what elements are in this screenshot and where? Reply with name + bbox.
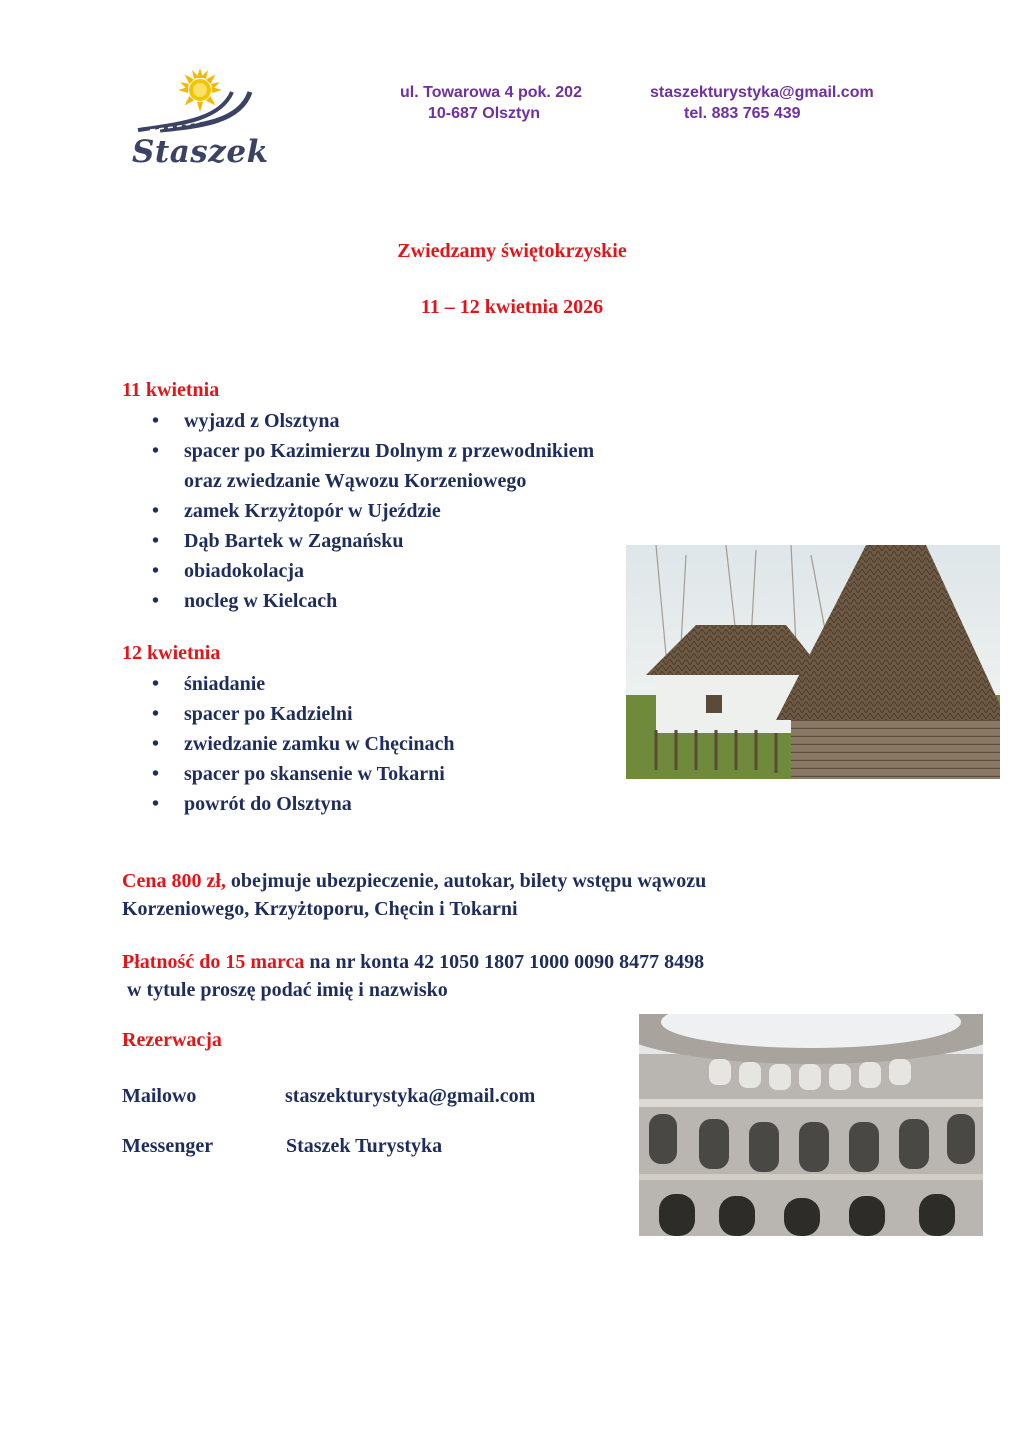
list-item: • powrót do Olsztyna	[152, 789, 455, 819]
page-dates: 11 – 12 kwietnia 2026	[420, 296, 604, 318]
list-item: • Dąb Bartek w Zagnańsku	[152, 526, 594, 556]
header-phone[interactable]: tel. 883 765 439	[684, 105, 801, 122]
day2-list	[152, 669, 455, 819]
address-line-1: ul. Towarowa 4 pok. 202	[400, 84, 582, 101]
payment-label: Płatność do 15 marca	[122, 951, 305, 973]
list-item: • obiadokolacja	[152, 556, 594, 586]
list-item: • zwiedzanie zamku w Chęcinach	[152, 729, 455, 759]
reservation-heading: Rezerwacja	[122, 1029, 222, 1051]
mail-label: Mailowo	[122, 1085, 197, 1107]
photo-castle-ruins	[639, 1014, 983, 1236]
list-item: • nocleg w Kielcach	[152, 586, 594, 616]
list-item: • zamek Krzyżtopór w Ujeździe	[152, 496, 594, 526]
header-email[interactable]: staszekturystyka@gmail.com	[650, 84, 874, 101]
list-item: • śniadanie	[152, 669, 455, 699]
mail-value[interactable]: staszekturystyka@gmail.com	[285, 1085, 536, 1107]
address-line-2: 10-687 Olsztyn	[428, 105, 541, 122]
price-text-line2: Korzeniowego, Krzyżtoporu, Chęcin i Tokarni	[122, 898, 518, 920]
messenger-label: Messenger	[122, 1135, 214, 1157]
photo-wooden-huts	[626, 545, 1000, 779]
list-item-continuation: oraz zwiedzanie Wąwozu Korzeniowego	[184, 470, 527, 492]
day1-heading: 11 kwietnia	[122, 379, 220, 401]
page-title: Zwiedzamy świętokrzyskie	[397, 240, 627, 262]
messenger-value[interactable]: Staszek Turystyka	[286, 1135, 443, 1157]
day2-heading: 12 kwietnia	[122, 642, 221, 664]
price-label: Cena 800 zł,	[122, 870, 226, 892]
list-item: • spacer po skansenie w Tokarni	[152, 759, 455, 789]
list-item: • spacer po Kadzielni	[152, 699, 455, 729]
payment-text-line2: w tytule proszę podać imię i nazwisko	[122, 979, 448, 1001]
sun-road-icon	[130, 62, 260, 142]
list-item: • spacer po Kazimierzu Dolnym z przewodnikiem oraz zwiedzanie Wąwozu Korzeniowego	[152, 436, 594, 496]
logo-text: Staszek	[132, 134, 269, 170]
price-paragraph: Cena 800 zł, obejmuje ubezpieczenie, autokar, bilety wstępu wąwozu Korzeniowego, Krzyżtoporu, Chęcin i Tokarni	[122, 870, 707, 920]
list-item: • wyjazd z Olsztyna	[152, 406, 594, 436]
payment-paragraph: Płatność do 15 marca na nr konta 42 1050 1807 1000 0090 8477 8498 w tytule proszę podać imię i nazwisko	[122, 951, 705, 1001]
day1-list	[152, 406, 594, 616]
